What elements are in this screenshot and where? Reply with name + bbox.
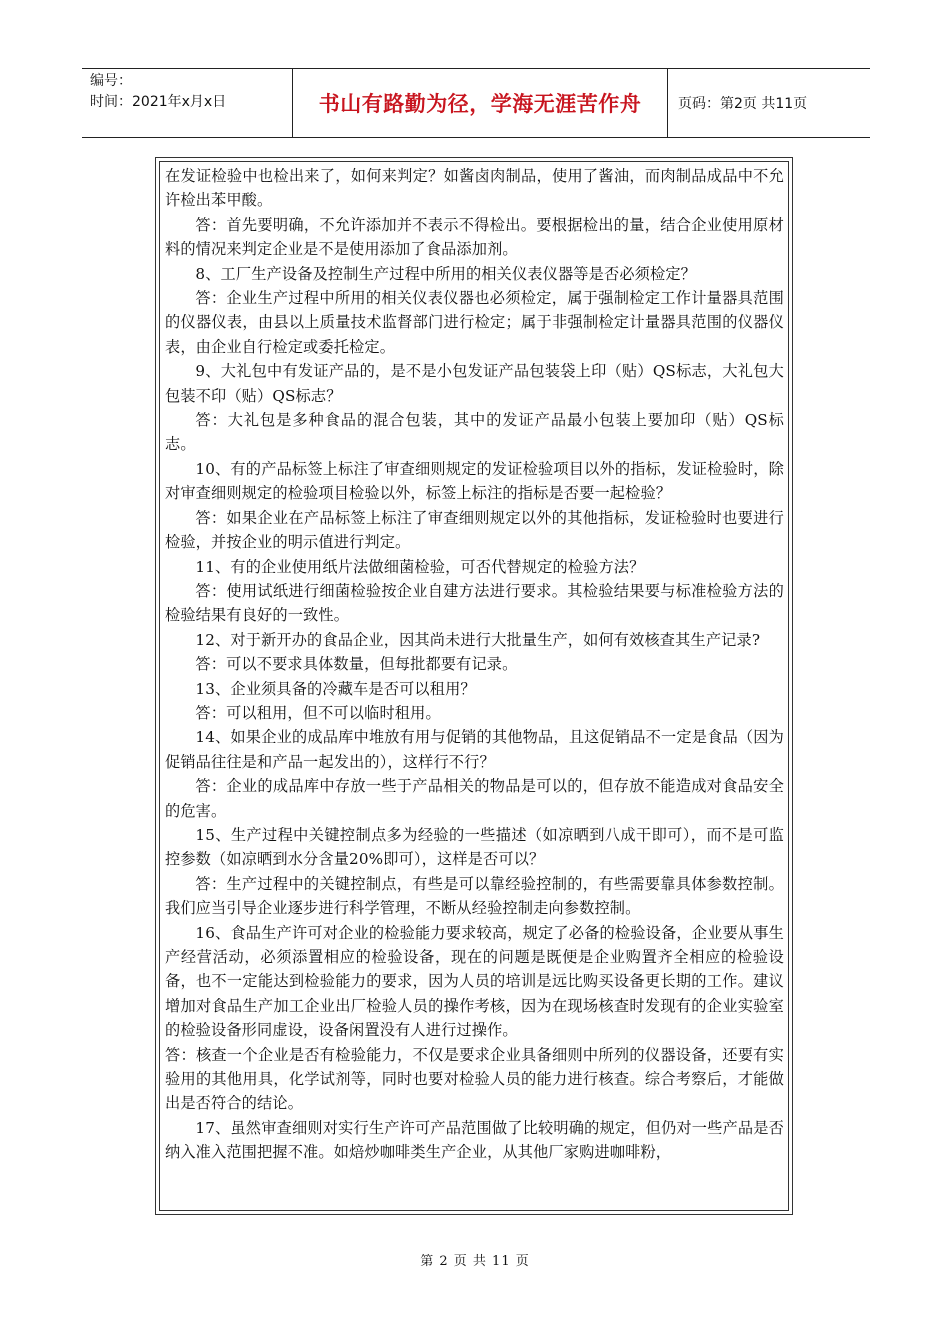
header-motto-cell <box>293 69 668 137</box>
paragraph: 8、工厂生产设备及控制生产过程中所用的相关仪表仪器等是否必须检定？ <box>195 264 697 283</box>
paragraph: 答：首先要明确，不允许添加并不表示不得检出。要根据检出的量，结合企业使用原材料的情况来判定企业是不是使用添加了食品添加剂。 <box>165 215 784 259</box>
header-page-cell <box>668 69 870 137</box>
header-motto: 书山有路勤为径，学海无涯苦作舟 <box>318 92 642 116</box>
document-number-label: 编号： <box>90 73 132 89</box>
paragraph: 16、食品生产许可对企业的检验能力要求较高，规定了必备的检验设备，企业要从事生产经营活动，必须添置相应的检验设备，现在的问题是既便是企业购置齐全相应的检验设备，也不一定能达到检验能力的要求，因为人员的培训是远比购买设备更长期的工作。建议增加对食品生产加工企业出厂检验人员的操作考核，因为在现场核查时发现有的企业实验室的检验设备形同虚设，设备闲置没有人进行过操作。 <box>165 923 784 1040</box>
content-body <box>160 162 788 1165</box>
paragraph: 答：如果企业在产品标签上标注了审查细则规定以外的其他指标，发证检验时也要进行检验，并按企业的明示值进行判定。 <box>165 508 784 552</box>
paragraph: 答：生产过程中的关键控制点，有些是可以靠经验控制的，有些需要靠具体参数控制。我们应当引导企业逐步进行科学管理，不断从经验控制走向参数控制。 <box>165 874 784 918</box>
paragraph: 13、企业须具备的冷藏车是否可以租用？ <box>195 679 476 698</box>
paragraph: 10、有的产品标签上标注了审查细则规定的发证检验项目以外的指标，发证检验时，除对审查细则规定的检验项目检验以外，标签上标注的指标是否要一起检验？ <box>165 459 784 503</box>
paragraph: 14、如果企业的成品库中堆放有用与促销的其他物品，且这促销品不一定是食品（因为促销品往往是和产品一起发出的），这样行不行？ <box>165 728 784 771</box>
paragraph: 答：核查一个企业是否有检验能力，不仅是要求企业具备细则中所列的仪器设备，还要有实验用的其他用具，化学试剂等，同时也要对检验人员的能力进行核查。综合考察后，才能做出是否符合的结论。 <box>165 1045 784 1113</box>
paragraph: 15、生产过程中关键控制点多为经验的一些描述（如凉晒到八成干即可），而不是可监控参数（如凉晒到水分含量20%即可），这样是否可以？ <box>165 825 784 869</box>
paragraph: 9、大礼包中有发证产品的，是不是小包发证产品包装袋上印（贴）QS标志，大礼包大包装不印（贴）QS标志？ <box>165 362 784 405</box>
paragraph: 12、对于新开办的食品企业，因其尚未进行大批量生产，如何有效核查其生产记录? <box>195 630 761 649</box>
content-frame <box>159 161 789 1211</box>
header-page-number: 页码：第2页 共11页 <box>678 96 808 112</box>
paragraph: 11、有的企业使用纸片法做细菌检验，可否代替规定的检验方法？ <box>195 557 645 576</box>
paragraph: 17、虽然审查细则对实行生产许可产品范围做了比较明确的规定，但仍对一些产品是否纳入准入范围把握不准。如焙炒咖啡类生产企业，从其他厂家购进咖啡粉， <box>165 1118 784 1162</box>
paragraph: 答：可以租用，但不可以临时租用。 <box>195 703 441 722</box>
paragraph: 答：使用试纸进行细菌检验按企业自建方法进行要求。其检验结果要与标准检验方法的检验结果有良好的一致性。 <box>165 581 784 625</box>
page-header <box>82 68 870 138</box>
paragraph: 答：企业生产过程中所用的相关仪表仪器也必须检定，属于强制检定工作计量器具范围的仪器仪表，由县以上质量技术监督部门进行检定；属于非强制检定计量器具范围的仪器仪表，由企业自行检定或委托检定。 <box>165 289 784 356</box>
paragraph: 答：企业的成品库中存放一些于产品相关的物品是可以的，但存放不能造成对食品安全的危害。 <box>165 777 784 820</box>
page-footer: 第 2 页 共 11 页 <box>420 1254 530 1269</box>
paragraph: 答：可以不要求具体数量，但每批都要有记录。 <box>195 655 518 674</box>
paragraph: 在发证检验中也检出来了，如何来判定？如酱卤肉制品，使用了酱油，而肉制品成品中不允许检出苯甲酸。 <box>165 167 784 210</box>
paragraph: 答：大礼包是多种食品的混合包装，其中的发证产品最小包装上要加印（贴）QS标志。 <box>165 411 784 454</box>
header-meta <box>82 69 293 137</box>
document-time-label: 时间：2021年x月x日 <box>90 94 227 110</box>
